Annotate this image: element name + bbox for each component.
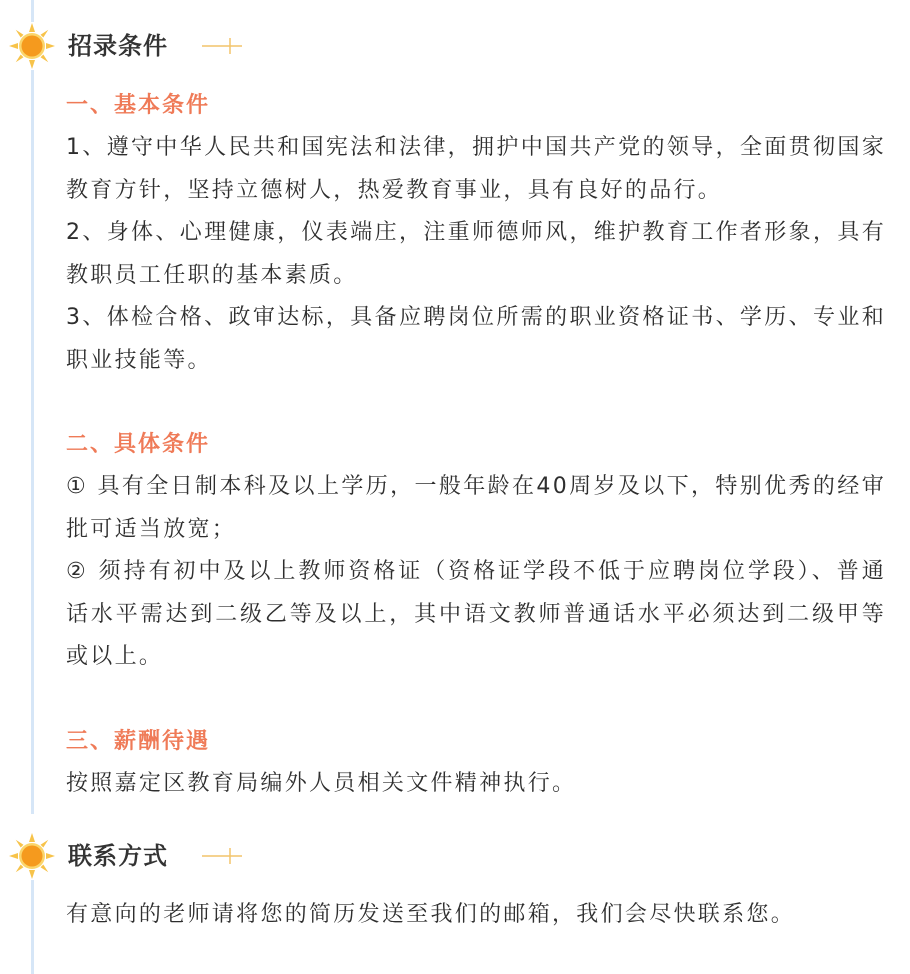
subsection-heading-basic: 一、基本条件	[66, 93, 211, 118]
sun-icon	[8, 832, 56, 880]
section-header-recruitment	[0, 18, 300, 74]
list-item: 1、遵守中华人民共和国宪法和法律，拥护中国共产党的领导，全面贯彻国家教育方针，坚持立德树人，热爱教育事业，具有良好的品行。	[66, 135, 886, 203]
line-cross-decoration	[202, 36, 242, 56]
subsection-heading-salary: 三、薪酬待遇	[66, 729, 211, 754]
list-item: 按照嘉定区教育局编外人员相关文件精神执行。	[66, 771, 577, 796]
list-item: 3、体检合格、政审达标，具备应聘岗位所需的职业资格证书、学历、专业和职业技能等。	[66, 305, 886, 373]
list-item: ② 须持有初中及以上教师资格证（资格证学段不低于应聘岗位学段）、普通话水平需达到二级乙等及以上，其中语文教师普通话水平必须达到二级甲等或以上。	[66, 559, 886, 669]
section-title: 招录条件	[68, 32, 168, 60]
section-title: 联系方式	[68, 842, 168, 870]
list-item: 2、身体、心理健康，仪表端庄，注重师德师风，维护教育工作者形象，具有教职员工任职的基本素质。	[66, 220, 886, 288]
contact-text: 有意向的老师请将您的简历发送至我们的邮箱，我们会尽快联系您。	[66, 902, 796, 927]
subsection-heading-specific: 二、具体条件	[66, 432, 211, 457]
timeline-line	[31, 880, 34, 974]
section-header-contact	[0, 828, 300, 884]
line-cross-decoration	[202, 846, 242, 866]
timeline-line	[31, 70, 34, 814]
sun-icon	[8, 22, 56, 70]
list-item: ① 具有全日制本科及以上学历，一般年龄在40周岁及以下，特别优秀的经审批可适当放宽；	[66, 474, 886, 542]
